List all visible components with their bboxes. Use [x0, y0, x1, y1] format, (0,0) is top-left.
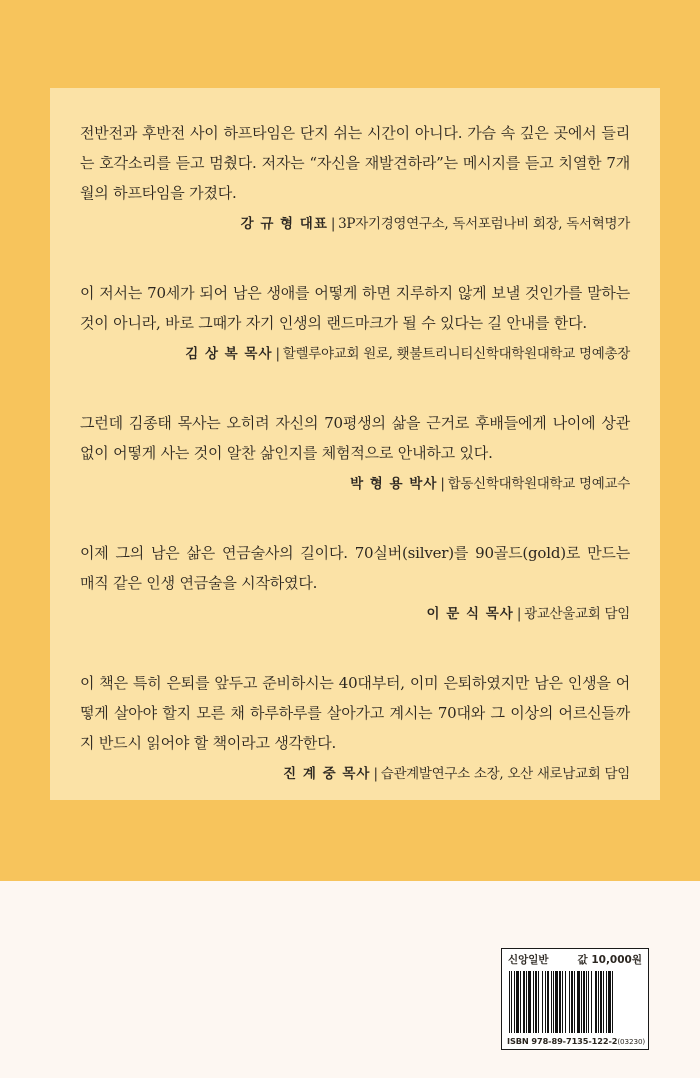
endorsement-3: [80, 408, 630, 495]
endorsement-1: [80, 118, 630, 235]
barcode-label: [501, 948, 649, 1050]
endorsement-text: 이제 그의 남은 삶은 연금술사의 길이다. 70실버(silver)를 90골드(gold)로 만드는 매직 같은 인생 연금술을 시작하였다.: [80, 544, 630, 592]
barcode-header: [508, 952, 642, 968]
endorser-affiliation: 3P자기경영연구소, 독서포럼나비 회장, 독서혁명가: [338, 216, 630, 232]
attribution-separator: |: [373, 766, 378, 782]
attribution-separator: |: [440, 476, 445, 492]
endorsement-attribution: [80, 763, 630, 785]
endorsement-text: 전반전과 후반전 사이 하프타임은 단지 쉬는 시간이 아니다. 가슴 속 깊은 곳에서 들리는 호각소리를 듣고 멈췄다. 저자는 “자신을 재발견하라”는 메시지를 듣고 치열한 7개월의 하프타임을 가졌다.: [80, 124, 630, 202]
endorsement-attribution: [80, 343, 630, 365]
endorsement-text: 그런데 김종태 목사는 오히려 자신의 70평생의 삶을 근거로 후배들에게 나이에 상관없이 어떻게 사는 것이 알찬 삶인지를 체험적으로 안내하고 있다.: [80, 414, 630, 462]
endorser-name: 진 계 중 목사: [283, 766, 371, 782]
book-category: 신앙일반: [508, 954, 549, 966]
endorsement-panel: [50, 88, 660, 800]
isbn-number: ISBN 978-89-7135-122-2: [507, 1036, 618, 1046]
endorsement-text: 이 저서는 70세가 되어 남은 생애를 어떻게 하면 지루하지 않게 보낼 것인가를 말하는 것이 아니라, 바로 그때가 자기 인생의 랜드마크가 될 수 있다는 길 안내를 한다.: [80, 284, 630, 332]
endorser-affiliation: 합동신학대학원대학교 명예교수: [447, 476, 630, 492]
endorsement-attribution: [80, 213, 630, 235]
endorser-affiliation: 할렐루야교회 원로, 횃불트리니티신학대학원대학교 명예총장: [282, 346, 630, 362]
isbn-line: [507, 1036, 645, 1046]
endorser-affiliation: 광교산울교회 담임: [524, 606, 630, 622]
attribution-separator: |: [330, 216, 336, 232]
endorser-name: 강 규 형 대표: [240, 216, 328, 232]
attribution-separator: |: [275, 346, 280, 362]
endorsement-text: 이 책은 특히 은퇴를 앞두고 준비하시는 40대부터, 이미 은퇴하였지만 남은 인생을 어떻게 살아야 할지 모른 채 하루하루를 살아가고 계시는 70대와 그 이상의 어르신들까지 반드시 읽어야 할 책이라고 생각한다.: [80, 674, 630, 752]
endorser-name: 박 형 용 박사: [350, 476, 438, 492]
attribution-separator: |: [516, 606, 522, 622]
endorser-affiliation: 습관계발연구소 소장, 오산 새로남교회 담임: [380, 766, 630, 782]
endorsement-4: [80, 538, 630, 625]
endorsement-attribution: [80, 603, 630, 625]
barcode-icon: [507, 971, 643, 1033]
endorser-name: 김 상 복 목사: [185, 346, 273, 362]
book-price: 값 10,000원: [577, 954, 642, 966]
endorser-name: 이 문 식 목사: [426, 606, 514, 622]
isbn-addon: (03230): [617, 1037, 646, 1046]
endorsement-5: [80, 668, 630, 785]
endorsement-2: [80, 278, 630, 365]
endorsement-attribution: [80, 473, 630, 495]
